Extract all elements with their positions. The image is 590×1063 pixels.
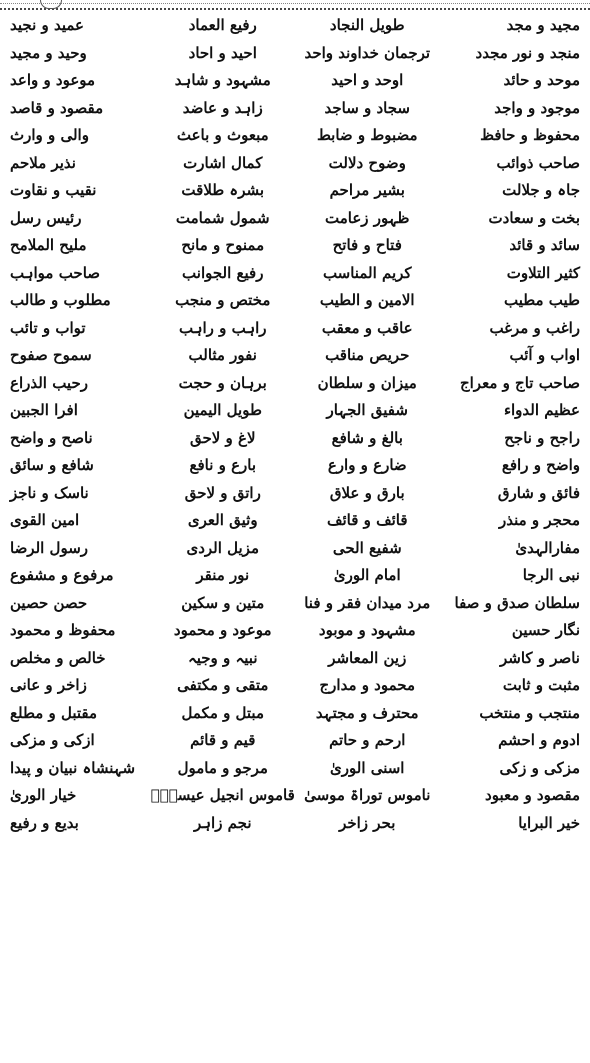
table-cell: بشیر مراحم (329, 181, 405, 199)
table-cell: احید و احاد (188, 43, 257, 62)
table-cell: محمود و مدارج (319, 676, 415, 694)
table-cell: صاحب تاج و معراج (459, 373, 580, 392)
table-cell: مثبت و ثابت (502, 676, 580, 694)
table-cell: اسنی الوریٰ (330, 758, 405, 777)
table-cell: وثیق العری (187, 511, 258, 529)
table-cell: رفیع الجوانب (182, 263, 264, 282)
table-cell: محفوظ و حافظ (480, 126, 580, 144)
table-cell: واضح و رافع (501, 456, 580, 474)
table-cell: خیار الوریٰ (10, 786, 77, 804)
table-cell: جاہ و جلالت (502, 181, 580, 199)
table-cell: محترف و مجتہد (315, 703, 419, 722)
table-cell: مجید و مجد (506, 16, 580, 34)
table-cell: افرا الجبین (10, 401, 78, 419)
table-cell: منتجب و منتخب (479, 703, 580, 722)
table-cell: شفیق الجہار (326, 401, 408, 419)
table-cell: راہب و راہب (178, 318, 267, 337)
table-cell: موعود و واعد (10, 71, 96, 89)
table-cell: راتق و لاحق (184, 483, 261, 502)
table-cell: فتاح و فاتح (332, 236, 402, 254)
table-cell: زاہد و عاضد (182, 98, 263, 117)
names-table (6, 12, 584, 1057)
table-cell: طویل الیمین (183, 401, 262, 419)
table-cell: مطلوب و طالب (10, 291, 111, 309)
table-cell: رفیع العماد (188, 16, 257, 34)
table-cell: بدیع و رفیع (10, 813, 79, 832)
table-cell: بشرہ طلاقت (181, 181, 265, 199)
table-cell: مبتل و مکمل (181, 703, 264, 722)
table-cell: ناصر و کاشر (499, 648, 580, 667)
table-cell: مرفوع و مشفوع (10, 566, 114, 584)
table-cell: ممنوح و مانح (181, 236, 265, 254)
table-cell: قاموس انجیل عیسیٰؑ (150, 786, 295, 804)
table-cell: ظہور زعامت (325, 208, 410, 227)
table-cell: مرد میدان فقر و فنا (304, 593, 431, 612)
table-cell: زاخر و عانی (10, 676, 87, 694)
table-cell: حصن حصین (10, 593, 88, 612)
table-cell: متقی و مکتفی (177, 676, 269, 694)
table-cell: ملیح الملامح (10, 236, 87, 254)
table-cell: سائد و قائد (509, 236, 580, 254)
table-cell: تواب و تائب (10, 318, 86, 337)
table-cell: قائف و قائف (326, 511, 408, 529)
table-cell: عاقب و معقب (321, 318, 413, 337)
table-cell: لاغ و لاحق (189, 428, 256, 447)
table-cell: مفارالہدیٰ (515, 538, 580, 557)
table-cell: موجود و واجد (494, 98, 580, 117)
table-cell: بالغ و شافع (331, 428, 403, 447)
table-cell: کثیر التلاوت (506, 263, 580, 282)
table-cell: طیب مطیب (503, 291, 580, 309)
table-cell: نبیہ و وجیہ (187, 648, 258, 667)
table-cell: بحر زاخر (339, 813, 396, 832)
table-cell: مشہود و شاہد (174, 71, 271, 89)
table-cell: مقصود و قاصد (10, 98, 104, 117)
table-cell: نور منقر (196, 566, 250, 584)
table-cell: مقتبل و مطلع (10, 703, 98, 722)
table-cell: بخت و سعادت (488, 208, 580, 227)
table-cell: محجر و منذر (498, 511, 580, 529)
table-cell: موعود و محمود (173, 621, 272, 639)
table-cell: خیر البرایا (518, 813, 580, 832)
table-cell: ازکی و مزکی (10, 731, 95, 749)
table-cell: کریم المناسب (322, 263, 412, 282)
table-cell: امام الوریٰ (333, 566, 401, 584)
table-cell: ارحم و حاتم (329, 731, 406, 749)
table-cell: وضوح دلالت (328, 153, 406, 172)
table-cell: الامین و الطیب (319, 291, 415, 309)
table-cell: راغب و مرغب (489, 318, 580, 337)
table-cell: ترجمان خداوند واحد (304, 43, 431, 62)
table-cell: موحد و حائد (503, 71, 580, 89)
table-cell: وحید و مجید (10, 43, 87, 62)
table-cell: صاحب مواہب (10, 263, 100, 282)
table-cell: زین المعاشر (328, 648, 407, 667)
table-cell: رسول الرضا (10, 538, 89, 557)
table-cell: شافع و سائق (10, 456, 94, 474)
table-cell: نقیب و نقاوت (10, 181, 97, 199)
table-cell: نذیر ملاحم (10, 153, 76, 172)
table-cell: ضارع و وارع (327, 456, 407, 474)
table-cell: امین القوی (10, 511, 80, 529)
table-cell: نبی الرجا (522, 566, 580, 584)
table-cell: مضبوط و ضابط (316, 126, 418, 144)
table-cell: سموح صفوح (10, 346, 92, 364)
table-cell: ناموس توراۃ موسیٰ (304, 786, 431, 804)
table-cell: مختص و منجب (175, 291, 271, 309)
table-cell: ناصح و واضح (10, 428, 93, 447)
table-cell: کمال اشارت (183, 153, 263, 172)
table-cell: نگار حسین (511, 621, 580, 639)
table-cell: مرجو و مامول (177, 758, 268, 777)
table-cell: عمید و نجید (10, 16, 84, 34)
table-cell: متین و سکین (181, 593, 265, 612)
table-cell: منجد و نور مجدد (475, 43, 580, 62)
table-cell: مزکی و زکی (499, 758, 580, 777)
table-cell: ناسک و ناجز (10, 483, 89, 502)
table-cell: حریص مناقب (325, 346, 410, 364)
table-cell: والی و وارث (10, 126, 89, 144)
table-cell: نفور مثالب (188, 346, 257, 364)
table-cell: بارع و نافع (189, 456, 257, 474)
table-cell: راجح و ناجح (504, 428, 580, 447)
table-cell: اوحد و احید (331, 71, 404, 89)
table-cell: مزیل الردی (186, 538, 259, 557)
table-cell: شہنشاہ نبیان و پیدا (10, 758, 136, 777)
table-cell: مقصود و معبود (485, 786, 580, 804)
table-cell: رئیس رسل (10, 208, 82, 227)
table-cell: قیم و قائم (190, 731, 256, 749)
table-cell: نجم زاہر (193, 813, 252, 832)
table-cell: عظیم الدواء (503, 401, 580, 419)
table-cell: برہان و حجت (178, 373, 267, 392)
table-cell: بارق و علاق (329, 483, 405, 502)
table-cell: خالص و مخلص (10, 648, 106, 667)
table-cell: شفیع الحی (332, 538, 402, 557)
table-cell: فائق و شارق (497, 483, 580, 502)
table-cell: شمول شمامت (175, 208, 270, 227)
table-cell: صاحب ذوائب (496, 153, 580, 172)
table-cell: محفوظ و محمود (10, 621, 116, 639)
table-cell: رحیب الذراع (10, 373, 88, 392)
top-dotted-border (0, 0, 590, 10)
table-cell: سلطان صدق و صفا (454, 593, 580, 612)
table-cell: سجاد و ساجد (324, 98, 410, 117)
table-cell: میزان و سلطان (317, 373, 417, 392)
table-cell: اواب و آئب (509, 346, 580, 364)
table-cell: طویل النجاد (329, 16, 405, 34)
table-cell: مبعوث و باعث (176, 126, 269, 144)
table-cell: ادوم و احشم (498, 731, 580, 749)
table-cell: مشہود و موبود (318, 621, 416, 639)
